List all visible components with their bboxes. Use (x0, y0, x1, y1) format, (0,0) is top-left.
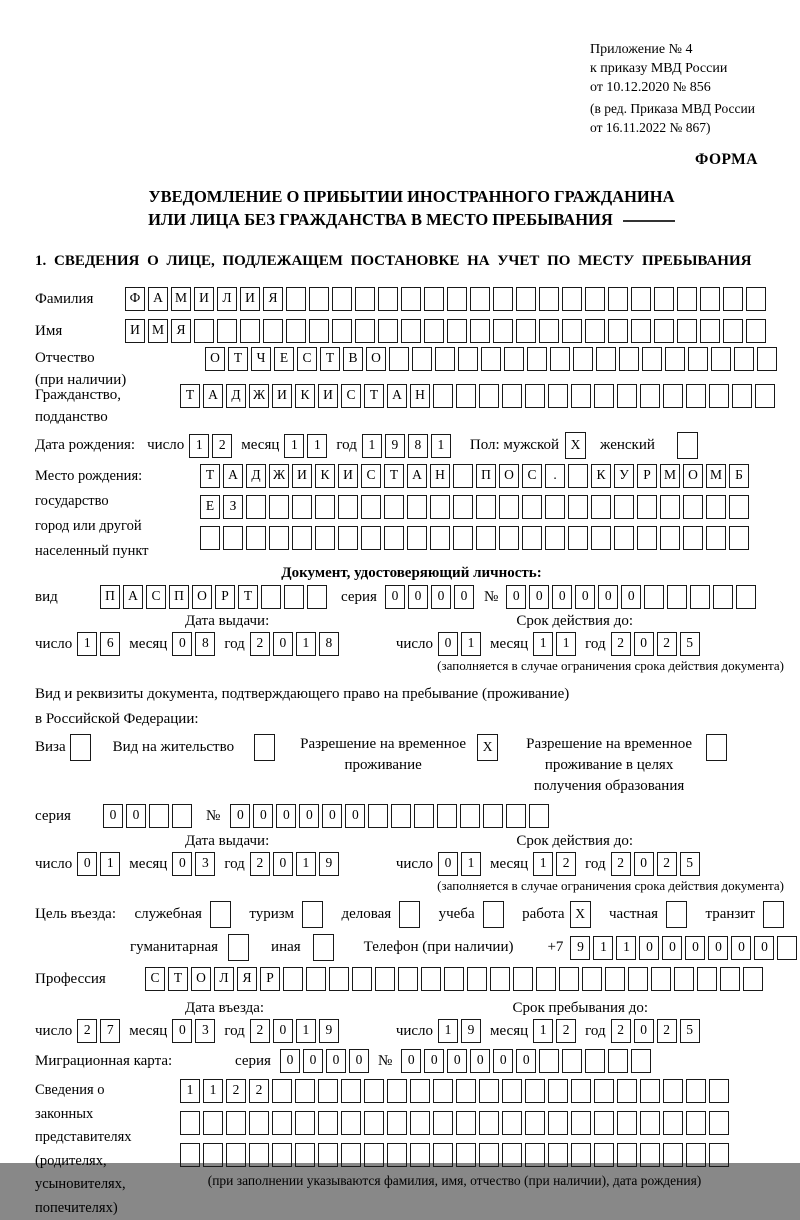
identity-doc-row (35, 585, 788, 609)
form-title-line1: УВЕДОМЛЕНИЕ О ПРИБЫТИИ ИНОСТРАННОГО ГРАЖДАНИНА (148, 187, 675, 206)
visit-purpose-row2: гуманитарная иная Телефон (при наличии) +7 9 1 1 0 0 0 0 0 0 (35, 934, 788, 961)
purpose-other-checkbox[interactable] (313, 934, 334, 961)
surname-cells[interactable]: Ф А М И Л И Я (125, 287, 766, 311)
mc-number-cells[interactable]: 0 0 0 0 0 0 (401, 1049, 651, 1073)
expiry-date-heading: Срок действия до: (516, 613, 633, 629)
legal-reference-line: от 16.11.2022 № 867) (590, 120, 711, 135)
identity-doc-dates-row: число 1 6 месяц 0 8 год 2 0 1 8 число 0 1 месяц 1 1 год 2 0 2 5 (35, 632, 788, 656)
phone-label: Телефон (при наличии) (363, 939, 514, 955)
visit-purpose-row1: Цель въезда: служебная туризм деловая учеба работа X частная транзит (35, 901, 788, 928)
surname-label: Фамилия (35, 290, 94, 307)
doc-issue-year-cells[interactable]: 2 0 1 8 (250, 632, 339, 656)
legal-reference-line: (в ред. Приказа МВД России (590, 101, 755, 116)
birth-place-row3-cells[interactable] (200, 526, 749, 550)
representatives-note: (при заполнении указываются фамилия, имя, отчество (при наличии), дата рождения) (207, 1173, 702, 1188)
doc-issue-month-cells[interactable]: 0 8 (172, 632, 215, 656)
res-expiry-year-cells[interactable]: 2 0 2 5 (611, 852, 700, 876)
section1-heading: 1. СВЕДЕНИЯ О ЛИЦЕ, ПОДЛЕЖАЩЕМ ПОСТАНОВКЕ НА УЧЕТ ПО МЕСТУ ПРЕБЫВАНИЯ (35, 253, 752, 269)
identity-doc-heading: Документ, удостоверяющий личность: (281, 565, 542, 581)
entry-year-cells[interactable]: 2 0 1 9 (250, 1019, 339, 1043)
name-label: Имя (35, 322, 63, 339)
form-title (35, 185, 788, 231)
gender-label: Пол: мужской (469, 437, 560, 453)
birth-year-cells[interactable]: 1 9 8 1 (362, 434, 451, 458)
temp-residence-education-checkbox[interactable] (706, 734, 727, 761)
representatives-row2-cells[interactable] (180, 1111, 729, 1135)
birth-place-cells-column (200, 464, 749, 550)
temp-residence-label: Разрешение на временное проживание (300, 736, 467, 773)
representatives-row3-cells[interactable] (180, 1143, 729, 1167)
birth-place-label: Место рождения: государство город или другой населенный пункт (35, 468, 149, 559)
res-number-cells[interactable]: 0 0 0 0 0 0 (230, 804, 549, 828)
expiry-note: (заполняется в случае ограничения срока действия документа) (437, 658, 784, 673)
gender-female-label: женский (600, 437, 655, 453)
res-number-label: № (206, 807, 221, 824)
doc-number-cells[interactable]: 0 0 0 0 0 0 (506, 585, 756, 609)
birth-place-block (35, 464, 788, 564)
purpose-study-checkbox[interactable] (483, 901, 504, 928)
identity-doc-date-headings (35, 613, 788, 630)
purpose-commercial-checkbox[interactable] (399, 901, 420, 928)
visit-purpose-label: Цель въезда: (35, 906, 116, 922)
entry-dates-row: число 2 7 месяц 0 3 год 2 0 1 9 число 1 9 месяц 1 2 год 2 0 2 5 (35, 1019, 788, 1043)
visa-label: Виза (35, 739, 66, 755)
res-issue-day-cells[interactable]: 0 1 (77, 852, 120, 876)
doc-type-label: вид (35, 588, 58, 605)
form-title-line2: ИЛИ ЛИЦА БЕЗ ГРАЖДАНСТВА В МЕСТО ПРЕБЫВАНИЯ (35, 208, 788, 231)
birth-date-label: Дата рождения: (35, 437, 136, 453)
year-label: год (336, 437, 357, 453)
stay-month-cells[interactable]: 1 2 (533, 1019, 576, 1043)
legal-reference (590, 40, 788, 97)
residence-doc-dates-row: число 0 1 месяц 0 3 год 2 0 1 9 число 0 1 месяц 1 2 год 2 0 2 5 (35, 852, 788, 876)
birth-month-cells[interactable]: 1 1 (284, 434, 327, 458)
residence-permit-checkbox[interactable] (254, 734, 275, 761)
residence-doc-intro: Вид и реквизиты документа, подтверждающего право на пребывание (проживание) в Российской Федерации: (35, 686, 570, 727)
gender-male-checkbox[interactable]: X (565, 432, 586, 459)
representatives-row1-cells[interactable]: 1 1 2 2 (180, 1079, 729, 1103)
birth-place-row1-cells[interactable]: Т А Д Ж И К И С Т А Н П О С . К У Р М О М Б (200, 464, 749, 488)
day-label: число (147, 437, 185, 453)
purpose-work-checkbox[interactable]: X (570, 901, 591, 928)
res-series-label: серия (35, 807, 71, 824)
representatives-label: Сведения о законных представителях (родителях, усыновителях, попечителях) (35, 1082, 132, 1216)
migration-card-label: Миграционная карта: (35, 1052, 173, 1069)
purpose-humanitarian-checkbox[interactable] (228, 934, 249, 961)
citizenship-cells[interactable]: Т А Д Ж И К И С Т А Н (180, 384, 775, 408)
residence-permit-label: Вид на жительство (112, 739, 235, 755)
stay-day-cells[interactable]: 1 9 (438, 1019, 481, 1043)
mc-series-cells[interactable]: 0 0 0 0 (280, 1049, 369, 1073)
res-issue-year-cells[interactable]: 2 0 1 9 (250, 852, 339, 876)
purpose-business-checkbox[interactable] (210, 901, 231, 928)
surname-row (35, 287, 788, 311)
gender-female-checkbox[interactable] (677, 432, 698, 459)
phone-cells[interactable]: 9 1 1 0 0 0 0 0 0 (570, 936, 797, 960)
name-cells[interactable]: И М Я (125, 319, 766, 343)
legal-reference-edition (590, 99, 788, 137)
patronymic-label: Отчество (при наличии) (35, 350, 127, 388)
form-label: ФОРМА (694, 151, 758, 168)
legal-reference-line: Приложение № 4 (590, 42, 693, 57)
purpose-transit-checkbox[interactable] (763, 901, 784, 928)
name-row (35, 319, 788, 343)
birth-place-row2-cells[interactable]: Е З (200, 495, 749, 519)
temp-residence-checkbox[interactable]: X (477, 734, 498, 761)
birth-date-row (35, 432, 788, 459)
citizenship-label: Гражданство, подданство (35, 387, 122, 425)
title-blank-line (623, 220, 675, 222)
patronymic-cells[interactable]: О Т Ч Е С Т В О (205, 347, 777, 371)
stay-until-heading: Срок пребывания до: (512, 1000, 648, 1016)
profession-label: Профессия (35, 970, 106, 987)
phone-prefix: +7 (547, 939, 564, 955)
doc-series-cells[interactable]: 0 0 0 0 (385, 585, 474, 609)
res-expiry-heading: Срок действия до: (516, 833, 633, 849)
mc-series-label: серия (235, 1052, 271, 1069)
representatives-block (35, 1079, 788, 1220)
purpose-private-checkbox[interactable] (666, 901, 687, 928)
migration-card-row (35, 1049, 788, 1073)
res-expiry-note: (заполняется в случае ограничения срока действия документа) (437, 878, 784, 893)
temp-residence-education-label: Разрешение на временное проживание в целях получения образования (526, 736, 693, 794)
visa-checkbox[interactable] (70, 734, 91, 761)
issue-date-heading: Дата выдачи: (185, 613, 270, 629)
doc-expiry-day-cells[interactable]: 0 1 (438, 632, 481, 656)
month-label: месяц (241, 437, 280, 453)
doc-number-label: № (483, 588, 499, 605)
residence-doc-options-row (35, 734, 788, 797)
res-issue-month-cells[interactable]: 0 3 (172, 852, 215, 876)
mc-number-label: № (377, 1052, 393, 1069)
stay-year-cells[interactable]: 2 0 2 5 (611, 1019, 700, 1043)
legal-reference-line: от 10.12.2020 № 856 (590, 80, 711, 95)
legal-reference-line: к приказу МВД России (590, 61, 728, 76)
doc-issue-day-cells[interactable]: 1 6 (77, 632, 120, 656)
profession-cells[interactable]: С Т О Л Я Р (145, 967, 763, 991)
doc-expiry-month-cells[interactable]: 1 1 (533, 632, 576, 656)
residence-doc-date-headings (35, 833, 788, 850)
doc-expiry-year-cells[interactable]: 2 0 2 5 (611, 632, 700, 656)
res-expiry-month-cells[interactable]: 1 2 (533, 852, 576, 876)
entry-date-headings (35, 1000, 788, 1017)
doc-type-cells[interactable]: П А С П О Р Т (100, 585, 327, 609)
entry-date-heading: Дата въезда: (185, 1000, 265, 1016)
citizenship-row (35, 384, 788, 428)
entry-month-cells[interactable]: 0 3 (172, 1019, 215, 1043)
residence-doc-series-row (35, 804, 788, 828)
representatives-cells-column (180, 1079, 729, 1189)
res-series-cells[interactable]: 0 0 (103, 804, 192, 828)
profession-row (35, 967, 788, 991)
res-expiry-day-cells[interactable]: 0 1 (438, 852, 481, 876)
purpose-tourism-checkbox[interactable] (302, 901, 323, 928)
entry-day-cells[interactable]: 2 7 (77, 1019, 120, 1043)
res-issue-heading: Дата выдачи: (185, 833, 270, 849)
birth-day-cells[interactable]: 1 2 (189, 434, 232, 458)
doc-series-label: серия (341, 588, 377, 605)
